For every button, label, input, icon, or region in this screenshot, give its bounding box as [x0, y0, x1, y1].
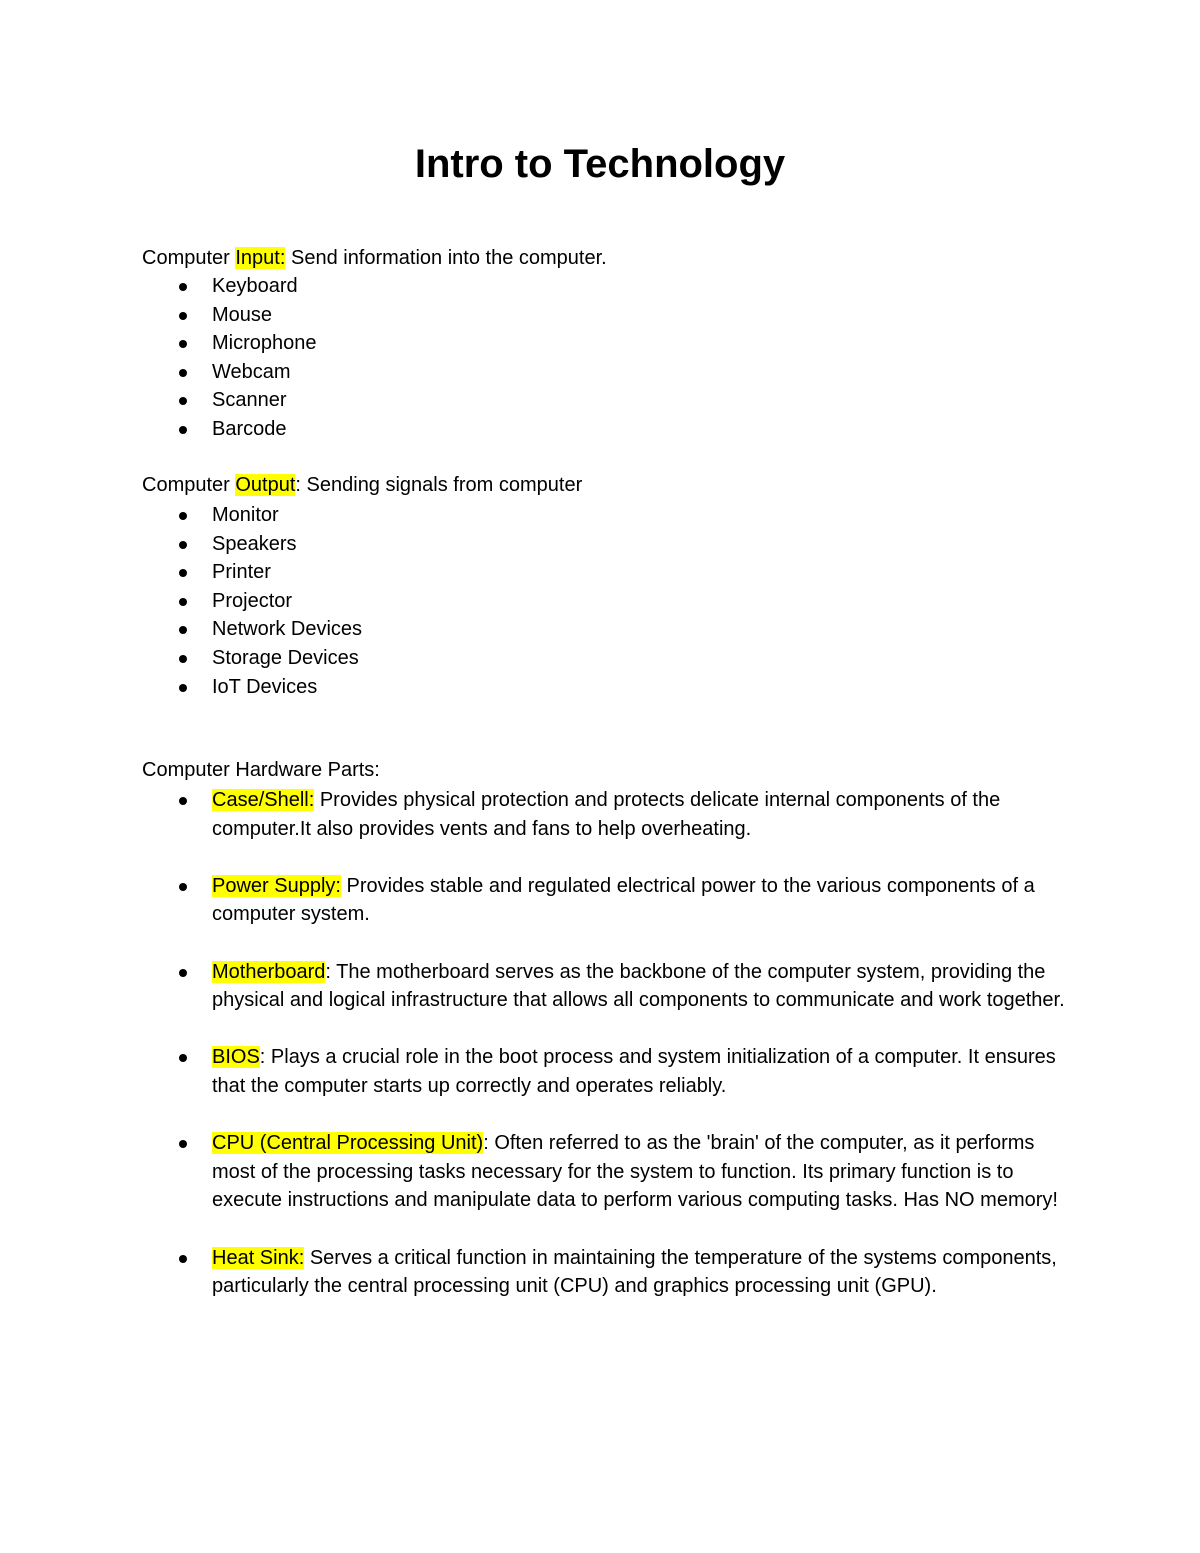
list-item	[142, 872, 1072, 929]
list-item-text: Projector	[212, 589, 293, 612]
list-item-text: Printer	[212, 561, 271, 584]
bullet-icon	[179, 1255, 187, 1263]
list-item	[142, 329, 1072, 358]
list-item-text: Webcam	[212, 360, 291, 383]
output-heading-prefix: Computer	[142, 474, 236, 496]
hardware-description: : Often referred to as the 'brain' of the computer, as it performs most of the processing tasks necessary for the system to function. Its primary function is to execute instructions and manipulate data to perform various computing tasks. Has NO memory!	[212, 1132, 1058, 1212]
input-devices-list	[142, 272, 1072, 444]
list-item	[142, 358, 1072, 387]
list-item-text: Barcode	[212, 417, 287, 440]
list-item	[142, 530, 1072, 559]
list-item	[142, 1043, 1072, 1100]
list-item	[142, 958, 1072, 1015]
list-item-text: Speakers	[212, 532, 297, 555]
bullet-icon	[179, 369, 187, 377]
bullet-icon	[179, 1140, 187, 1148]
list-item	[142, 673, 1072, 702]
list-item	[142, 301, 1072, 330]
output-section-heading	[142, 471, 582, 499]
list-item	[142, 386, 1072, 415]
list-item	[142, 644, 1072, 673]
list-item	[142, 558, 1072, 587]
hardware-description: : Plays a crucial role in the boot process and system initialization of a computer. It ensures that the computer starts up correctly and operates reliably.	[212, 1046, 1056, 1097]
bullet-icon	[179, 969, 187, 977]
bullet-icon	[179, 541, 187, 549]
bullet-icon	[179, 684, 187, 692]
bullet-icon	[179, 426, 187, 434]
input-heading-highlight: Input:	[235, 247, 286, 269]
hardware-parts-list	[142, 786, 1072, 1301]
bullet-icon	[179, 883, 187, 891]
list-item-text: IoT Devices	[212, 675, 318, 698]
output-heading-rest: : Sending signals from computer	[295, 474, 583, 496]
bullet-icon	[179, 598, 187, 606]
bullet-icon	[179, 655, 187, 663]
bullet-icon	[179, 1054, 187, 1062]
bullet-icon	[179, 397, 187, 405]
list-item-text: Network Devices	[212, 618, 363, 641]
hardware-section-heading: Computer Hardware Parts:	[142, 759, 380, 781]
bullet-icon	[179, 797, 187, 805]
hardware-term: CPU (Central Processing Unit)	[212, 1132, 484, 1155]
input-heading-rest: Send information into the computer.	[285, 247, 607, 269]
list-item-text: Storage Devices	[212, 646, 359, 669]
hardware-term: Case/Shell:	[212, 789, 315, 811]
list-item	[142, 1129, 1072, 1215]
list-item	[142, 501, 1072, 530]
bullet-icon	[179, 512, 187, 520]
bullet-icon	[179, 626, 187, 634]
hardware-term: Motherboard	[212, 960, 326, 983]
list-item-text: Microphone	[212, 332, 317, 355]
bullet-icon	[179, 283, 187, 291]
hardware-description: : The motherboard serves as the backbone of the computer system, providing the physical and logical infrastructure that allows all components to communicate and work together.	[212, 960, 1065, 1012]
input-heading-prefix: Computer	[142, 247, 236, 269]
list-item-text: Scanner	[212, 389, 287, 412]
bullet-icon	[179, 312, 187, 320]
list-item	[142, 615, 1072, 644]
list-item-text: Mouse	[212, 303, 273, 326]
list-item	[142, 786, 1072, 843]
output-devices-list	[142, 501, 1072, 701]
list-item-text: Keyboard	[212, 275, 298, 297]
hardware-description: Provides physical protection and protects delicate internal components of the computer.It also provides vents and fans to help overheating.	[212, 789, 1001, 840]
list-item	[142, 587, 1072, 616]
bullet-icon	[179, 340, 187, 348]
list-item	[142, 415, 1072, 444]
list-item	[142, 272, 1072, 301]
hardware-term: Heat Sink:	[212, 1246, 305, 1269]
list-item	[142, 1244, 1072, 1301]
hardware-term: Power Supply:	[212, 874, 341, 897]
hardware-term: BIOS	[212, 1046, 260, 1069]
bullet-icon	[179, 569, 187, 577]
input-section-heading	[142, 244, 607, 272]
output-heading-highlight: Output	[235, 474, 296, 496]
list-item-text: Monitor	[212, 504, 279, 526]
hardware-description: Serves a critical function in maintaining the temperature of the systems components, particularly the central processing unit (CPU) and graphics processing unit (GPU).	[212, 1246, 1057, 1298]
document-title: Intro to Technology	[414, 142, 786, 186]
hardware-description: Provides stable and regulated electrical power to the various components of a computer system.	[212, 874, 1035, 926]
